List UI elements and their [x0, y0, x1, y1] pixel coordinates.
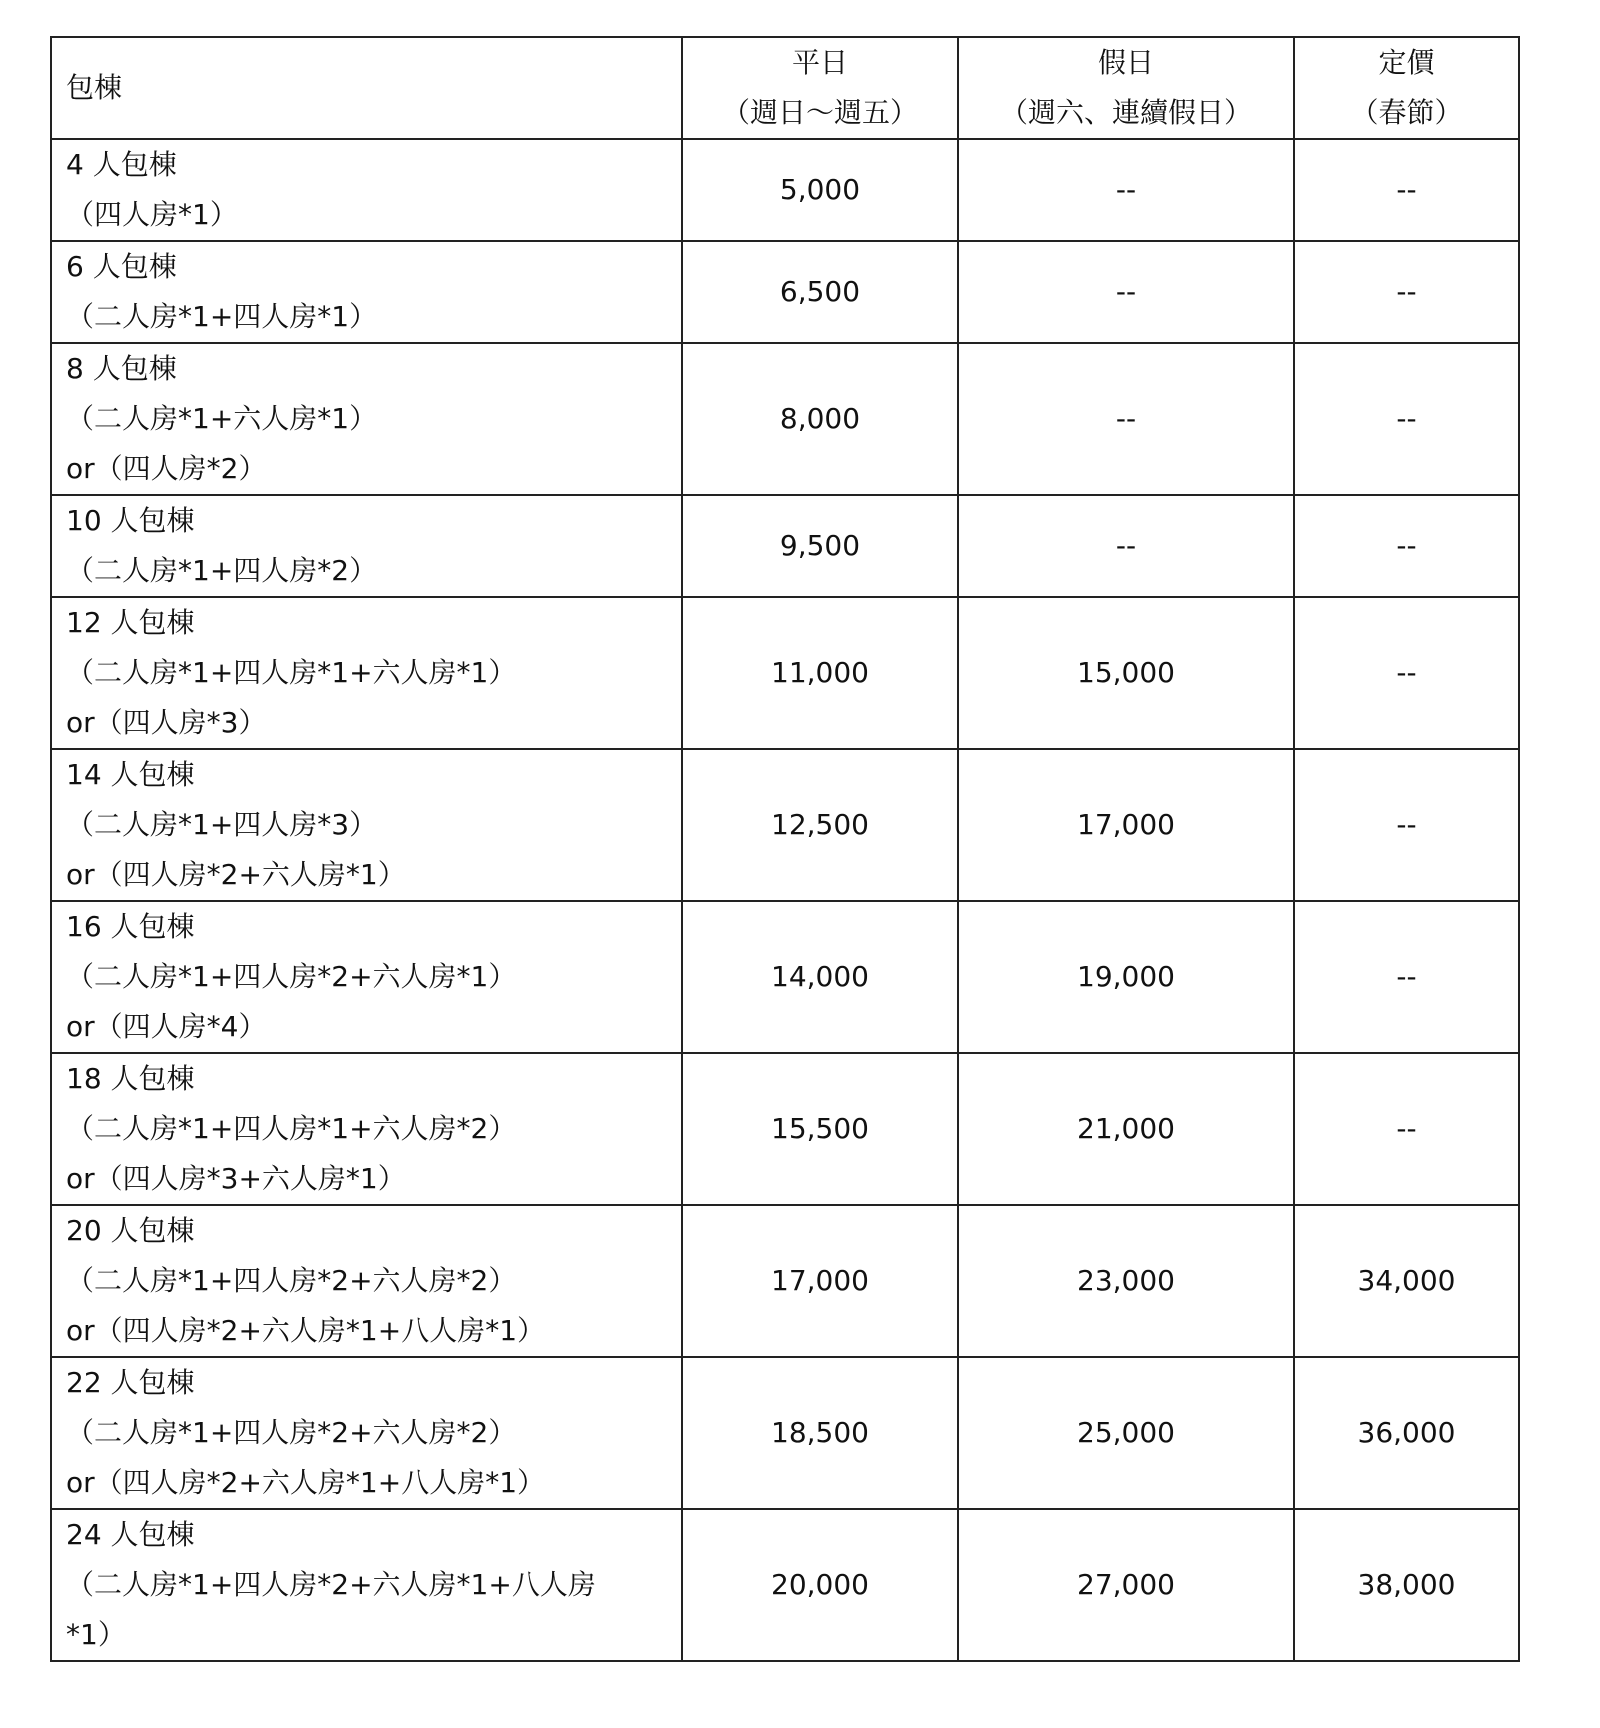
- package-title: 4 人包棟: [66, 148, 177, 181]
- package-rooms-alt: or（四人房*2）: [66, 452, 267, 485]
- package-cell: [51, 495, 682, 597]
- package-rooms: （二人房*1+四人房*2+六人房*1）: [66, 960, 517, 993]
- package-rooms-cont: *1）: [66, 1618, 126, 1651]
- package-rooms-alt: or（四人房*3+六人房*1）: [66, 1162, 406, 1195]
- holiday-price: 19,000: [958, 901, 1294, 1053]
- holiday-price: 27,000: [958, 1509, 1294, 1661]
- header-package-label: 包棟: [66, 71, 123, 104]
- package-cell: [51, 1053, 682, 1205]
- table-row: [51, 139, 1519, 241]
- package-rooms-alt: or（四人房*2+六人房*1+八人房*1）: [66, 1314, 546, 1347]
- weekday-price: 8,000: [682, 343, 958, 495]
- package-cell: [51, 1205, 682, 1357]
- weekday-price: 15,500: [682, 1053, 958, 1205]
- package-rooms-alt: or（四人房*2+六人房*1+八人房*1）: [66, 1466, 546, 1499]
- package-rooms: （二人房*1+四人房*2+六人房*2）: [66, 1416, 517, 1449]
- fixed-price: 38,000: [1294, 1509, 1519, 1661]
- package-rooms-alt: or（四人房*4）: [66, 1010, 267, 1043]
- header-holiday: [958, 37, 1294, 139]
- package-cell: [51, 139, 682, 241]
- package-rooms: （二人房*1+六人房*1）: [66, 402, 378, 435]
- fixed-price: 36,000: [1294, 1357, 1519, 1509]
- fixed-price: --: [1294, 597, 1519, 749]
- package-cell: [51, 749, 682, 901]
- package-rooms: （二人房*1+四人房*3）: [66, 808, 378, 841]
- package-cell: [51, 1509, 682, 1661]
- package-title: 14 人包棟: [66, 758, 195, 791]
- package-rooms-alt: or（四人房*2+六人房*1）: [66, 858, 406, 891]
- package-rooms: （二人房*1+四人房*1+六人房*2）: [66, 1112, 517, 1145]
- fixed-price: --: [1294, 1053, 1519, 1205]
- package-title: 24 人包棟: [66, 1518, 195, 1551]
- fixed-price: 34,000: [1294, 1205, 1519, 1357]
- header-weekday: [682, 37, 958, 139]
- weekday-price: 14,000: [682, 901, 958, 1053]
- package-title: 10 人包棟: [66, 504, 195, 537]
- table-row: [51, 495, 1519, 597]
- package-cell: [51, 1357, 682, 1509]
- table-row: [51, 1509, 1519, 1661]
- package-title: 16 人包棟: [66, 910, 195, 943]
- package-cell: [51, 597, 682, 749]
- holiday-price: 21,000: [958, 1053, 1294, 1205]
- package-cell: [51, 901, 682, 1053]
- header-package: [51, 37, 682, 139]
- holiday-price: 25,000: [958, 1357, 1294, 1509]
- weekday-price: 9,500: [682, 495, 958, 597]
- price-table-body: [51, 37, 1519, 1661]
- table-row: [51, 343, 1519, 495]
- header-row: [51, 37, 1519, 139]
- fixed-price: --: [1294, 749, 1519, 901]
- fixed-price: --: [1294, 241, 1519, 343]
- holiday-price: 15,000: [958, 597, 1294, 749]
- table-row: [51, 597, 1519, 749]
- weekday-price: 12,500: [682, 749, 958, 901]
- package-title: 22 人包棟: [66, 1366, 195, 1399]
- table-row: [51, 1053, 1519, 1205]
- table-row: [51, 749, 1519, 901]
- table-row: [51, 1205, 1519, 1357]
- weekday-price: 11,000: [682, 597, 958, 749]
- header-fixed: [1294, 37, 1519, 139]
- header-fixed-sub: （春節）: [1350, 96, 1463, 129]
- fixed-price: --: [1294, 343, 1519, 495]
- package-rooms: （二人房*1+四人房*2）: [66, 554, 378, 587]
- holiday-price: --: [958, 241, 1294, 343]
- header-weekday-sub: （週日～週五）: [721, 96, 918, 129]
- table-row: [51, 1357, 1519, 1509]
- header-weekday-title: 平日: [791, 46, 848, 79]
- weekday-price: 20,000: [682, 1509, 958, 1661]
- header-holiday-title: 假日: [1097, 46, 1154, 79]
- weekday-price: 18,500: [682, 1357, 958, 1509]
- weekday-price: 5,000: [682, 139, 958, 241]
- holiday-price: --: [958, 139, 1294, 241]
- package-cell: [51, 241, 682, 343]
- package-cell: [51, 343, 682, 495]
- header-holiday-sub: （週六、連續假日）: [999, 96, 1252, 129]
- package-rooms: （二人房*1+四人房*1+六人房*1）: [66, 656, 517, 689]
- table-row: [51, 241, 1519, 343]
- package-title: 20 人包棟: [66, 1214, 195, 1247]
- package-rooms: （二人房*1+四人房*2+六人房*2）: [66, 1264, 517, 1297]
- package-title: 12 人包棟: [66, 606, 195, 639]
- package-title: 6 人包棟: [66, 250, 177, 283]
- holiday-price: 23,000: [958, 1205, 1294, 1357]
- price-table: [50, 36, 1520, 1662]
- table-row: [51, 901, 1519, 1053]
- fixed-price: --: [1294, 139, 1519, 241]
- package-rooms-alt: or（四人房*3）: [66, 706, 267, 739]
- package-title: 8 人包棟: [66, 352, 177, 385]
- package-rooms: （二人房*1+四人房*1）: [66, 300, 378, 333]
- fixed-price: --: [1294, 901, 1519, 1053]
- holiday-price: --: [958, 495, 1294, 597]
- weekday-price: 6,500: [682, 241, 958, 343]
- holiday-price: 17,000: [958, 749, 1294, 901]
- weekday-price: 17,000: [682, 1205, 958, 1357]
- package-title: 18 人包棟: [66, 1062, 195, 1095]
- package-rooms: （二人房*1+四人房*2+六人房*1+八人房: [66, 1568, 596, 1601]
- holiday-price: --: [958, 343, 1294, 495]
- fixed-price: --: [1294, 495, 1519, 597]
- package-rooms: （四人房*1）: [66, 198, 238, 231]
- header-fixed-title: 定價: [1378, 46, 1435, 79]
